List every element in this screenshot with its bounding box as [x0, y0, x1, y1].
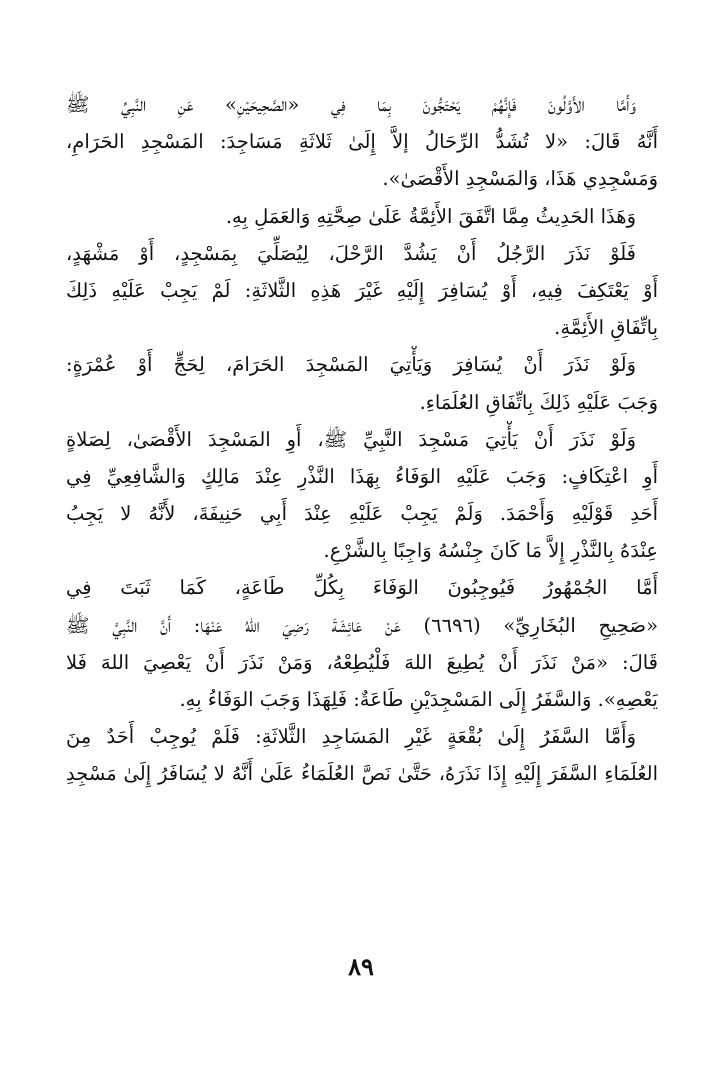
text-line: وَلَوْ نَذَرَ أَنْ يُسَافِرَ وَيَأْتِيَ المَسْجِدَ الحَرَامَ، لِحَجٍّ أَوْ عُمْرَةٍ: [66, 353, 636, 377]
page-number: ٨٩ [348, 952, 374, 981]
text-line: يَعْصِهِ». وَالسَّفَرُ إِلَى المَسْجِدَيْنِ طَاعَةٌ: فَلِهَذَا وَجَبَ الوَفَاءُ بِهِ. [179, 688, 658, 711]
text-line: العُلَمَاءِ السَّفَرَ إِلَيْهِ إِذَا نَذَرَهُ، حَتَّىٰ نَصَّ العُلَمَاءُ عَلَىٰ أَنَّهُ لا يُسَافَرُ إِلَىٰ مَسْجِدِ [66, 762, 658, 786]
text-line: أَنَّهُ قَالَ: «لا تُشَدُّ الرِّحَالُ إلاَّ إِلَىٰ ثَلاثَةِ مَسَاجِدَ: المَسْجِدِ الحَرَامِ، [66, 130, 658, 154]
text-line: أَمَّا الجُمْهُورُ فَيُوجِبُونَ الوَفَاءَ بِكُلِّ طَاعَةٍ، كَمَا ثَبَتَ فِي [66, 576, 658, 600]
text-line: وَأَمَّا السَّفَرُ إِلَىٰ بُقْعَةٍ غَيْرِ المَسَاجِدِ الثَّلاثَةِ: فَلَمْ يُوجِبْ أَحَدٌ مِنَ [66, 725, 636, 749]
text-line: «صَحِيحِ البُخَارِيِّ» (٦٦٩٦) عَنْ عَائِشَةَ رَضِيَ اللهُ عَنْهَا: أَنَّ النَّبِيَّ ﷺ [66, 613, 658, 637]
text-line: أَوِ اعْتِكَافٍ: وَجَبَ عَلَيْهِ الوَفَاءُ بِهَذَا النَّذْرِ عِنْدَ مَالِكٍ وَالشَّافِعِيِّ فِي [66, 464, 658, 488]
text-line: وَأَمَّا الأَوَّلُونَ فَإِنَّهُمْ يَحْتَجُّونَ بِمَا فِي «الصَّحِيحَيْنِ» عَنِ النَّبِيِّ ﷺ [66, 93, 636, 116]
text-line: أَحَدِ قَوْلَيْهِ وَأَحْمَدَ. وَلَمْ يَجِبْ عَلَيْهِ عِنْدَ أَبِي حَنِيفَةَ، لأَنَّهُ لا يَجِبُ [66, 502, 658, 526]
text-line: وَمَسْجِدِي هَذَا، وَالمَسْجِدِ الأَقْصَىٰ». [382, 167, 658, 191]
text-line: بِاتِّفَاقِ الأَئِمَّةِ. [554, 316, 658, 340]
text-line: وَجَبَ عَلَيْهِ ذَلِكَ بِاتِّفَاقِ العُلَمَاءِ. [419, 390, 658, 414]
text-line: وَهَذَا الحَدِيثُ مِمَّا اتَّفَقَ الأَئِمَّةُ عَلَىٰ صِحَّتِهِ وَالعَمَلِ بِهِ. [225, 204, 636, 228]
text-line: عِنْدَهُ بِالنَّذْرِ إِلاَّ مَا كَانَ جِنْسُهُ وَاجِبًا بِالشَّرْعِ. [323, 539, 658, 563]
text-line: قَالَ: «مَنْ نَذَرَ أَنْ يُطِيعَ اللهَ فَلْيُطِعْهُ، وَمَنْ نَذَرَ أَنْ يَعْصِيَ اللهَ فَلا [66, 650, 658, 674]
text-line: أَوْ يَعْتَكِفَ فِيهِ، أَوْ يُسَافِرَ إِلَيْهِ غَيْرَ هَذِهِ الثَّلاثَةِ: لَمْ يَجِبْ عَلَيْهِ ذَلِكَ [66, 278, 658, 302]
page-text-block [66, 86, 658, 793]
text-line: وَلَوْ نَذَرَ أَنْ يَأْتِيَ مَسْجِدَ النَّبِيِّ ﷺ، أَوِ المَسْجِدَ الأَقْصَىٰ، لِصَلاةٍ [66, 427, 636, 451]
text-line: فَلَوْ نَذَرَ الرَّجُلُ أَنْ يَشُدَّ الرَّحْلَ، لِيُصَلِّيَ بِمَسْجِدٍ، أَوْ مَشْهَدٍ، [66, 241, 636, 265]
